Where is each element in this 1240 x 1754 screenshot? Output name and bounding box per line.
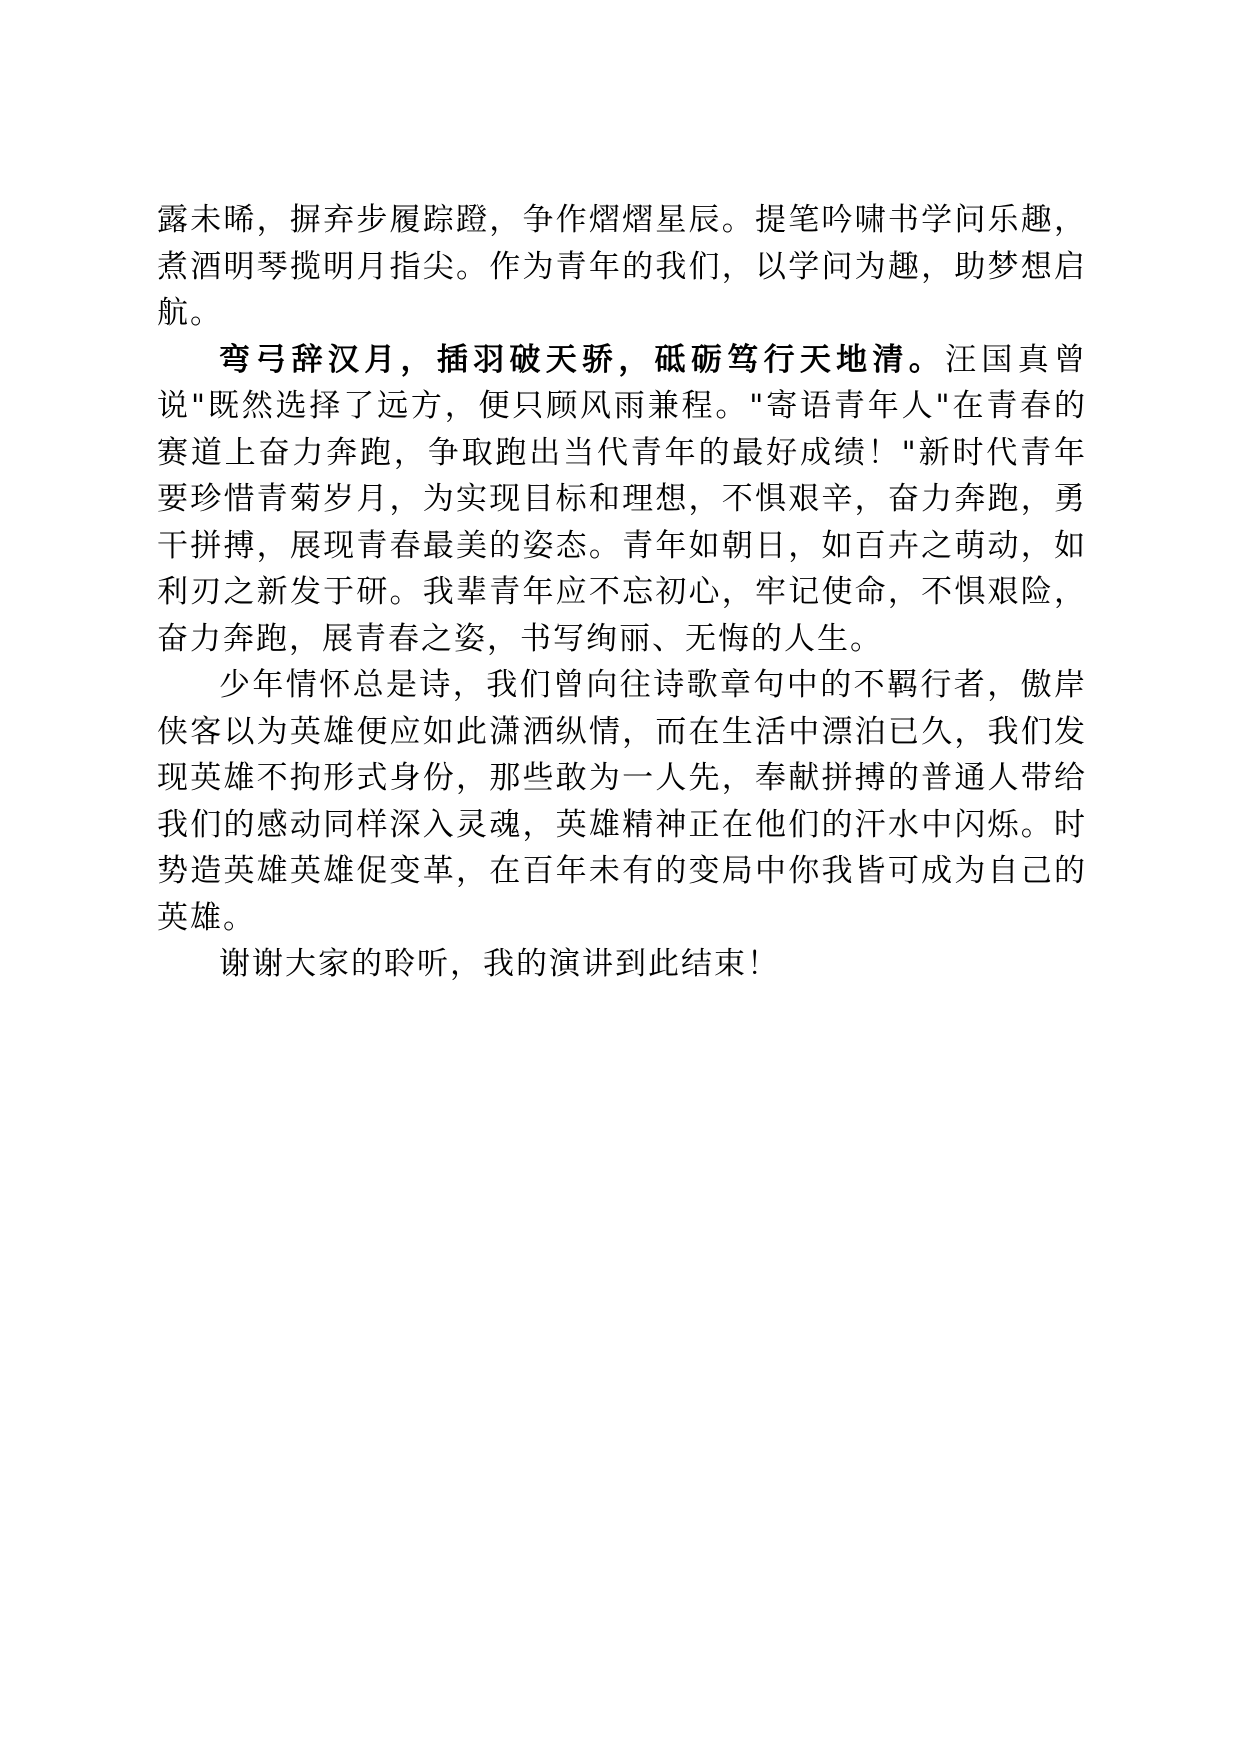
paragraph-4-text: 谢谢大家的聆听，我的演讲到此结束！	[219, 946, 780, 982]
document-body	[157, 197, 1087, 988]
paragraph-4	[157, 941, 1087, 988]
paragraph-1-text: 露未晞，摒弃步履踪蹬，争作熠熠星辰。提笔吟啸书学问乐趣，煮酒明琴揽明月指尖。作为青年的我们，以学问为趣，助梦想启航。	[157, 202, 1087, 331]
paragraph-2-text: 汪国真曾说"既然选择了远方，便只顾风雨兼程。"寄语青年人"在青春的赛道上奋力奔跑，争取跑出当代青年的最好成绩！"新时代青年要珍惜青菊岁月，为实现目标和理想，不惧艰辛，奋力奔跑，勇干拼搏，展现青春最美的姿态。青年如朝日，如百卉之萌动，如利刃之新发于研。我辈青年应不忘初心，牢记使命，不惧艰险，奋力奔跑，展青春之姿，书写绚丽、无悔的人生。	[157, 341, 1088, 657]
paragraph-2-bold-lead: 弯弓辞汉月，插羽破天骄，砥砺笃行天地清。	[219, 341, 946, 378]
paragraph-1	[157, 197, 1087, 337]
paragraph-3	[157, 662, 1087, 941]
paragraph-2	[157, 337, 1087, 663]
paragraph-3-text: 少年情怀总是诗，我们曾向往诗歌章句中的不羁行者，傲岸侠客以为英雄便应如此潇洒纵情，而在生活中漂泊已久，我们发现英雄不拘形式身份，那些敢为一人先，奉献拼搏的普通人带给我们的感动同样深入灵魂，英雄精神正在他们的汗水中闪烁。时势造英雄英雄促变革，在百年未有的变局中你我皆可成为自己的英雄。	[157, 667, 1087, 936]
